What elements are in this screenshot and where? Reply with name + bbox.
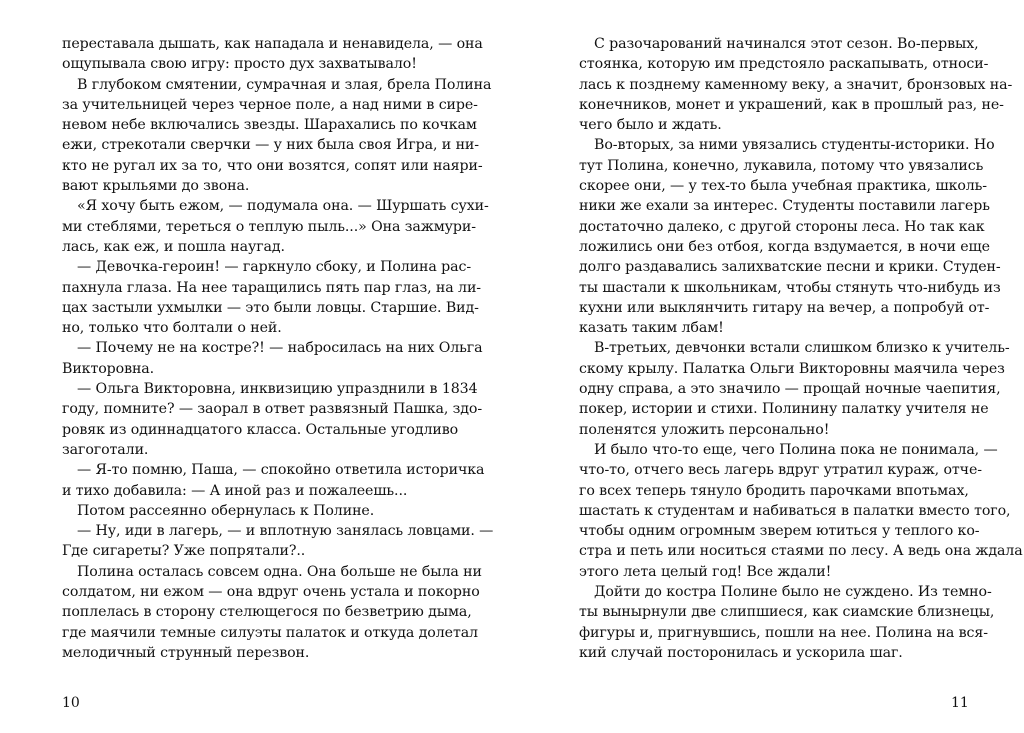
text-line: скому крылу. Палатка Ольги Викторовны маячила через: [579, 360, 1005, 377]
text-line: скорее они, — у тех-то была учебная практика, школь-: [579, 178, 988, 195]
text-line: но, только что болтали о ней.: [62, 320, 282, 337]
text-line: этого лета целый год! Все ждали!: [579, 563, 832, 580]
page-right-text: [579, 34, 1023, 663]
text-line: чтобы одним огромным зверем ютиться у теплого ко-: [579, 523, 980, 540]
text-line: ты вынырнули две слипшиеся, как сиамские близнецы,: [579, 604, 995, 621]
text-line: загоготали.: [62, 441, 149, 458]
text-line: ты шастали к школьникам, чтобы стянуть что-нибудь из: [579, 279, 1001, 296]
text-line: Дойти до костра Полине было не суждено. Из темно-: [594, 584, 992, 601]
text-line: ники же ехали за интерес. Студенты поставили лагерь: [579, 198, 990, 215]
text-line: шастать к студентам и набиваться в палатки вместо того,: [579, 502, 1011, 519]
text-line: ми стеблями, тереться о теплую пыль...» Она зажмури-: [62, 218, 476, 235]
text-line: ежи, стрекотали сверчки — у них была своя Игра, и ни-: [62, 137, 479, 154]
text-line: казать таким лбам!: [579, 320, 724, 337]
text-line: невом небе включались звезды. Шарахались по кочкам: [62, 117, 477, 134]
text-line: Потом рассеянно обернулась к Полине.: [77, 502, 375, 519]
text-line: что-то, отчего весь лагерь вдруг утратил кураж, отче-: [579, 462, 982, 479]
text-line: стоянка, которую им предстояло раскапывать, относи-: [579, 56, 989, 73]
text-line: — Ольга Викторовна, инквизицию упразднили в 1834: [77, 381, 478, 398]
text-line: и тихо добавила: — А иной раз и пожалеешь...: [62, 482, 408, 499]
text-line: кухни или выклянчить гитару на вечер, а попробуй от-: [579, 299, 990, 316]
text-line: — Я-то помню, Паша, — спокойно ответила историчка: [77, 462, 485, 479]
text-line: мелодичный струнный перезвон.: [62, 644, 310, 661]
text-line: где маячили темные силуэты палаток и откуда долетал: [62, 624, 478, 641]
text-line: достаточно далеко, с другой стороны леса. Но так как: [579, 218, 985, 235]
page-number-left: 10: [62, 695, 80, 711]
text-line: поплелась в сторону стелющегося по безветрию дыма,: [62, 604, 472, 621]
text-line: долго раздавались залихватские песни и крики. Студен-: [579, 259, 1001, 276]
text-line: — Ну, иди в лагерь, — и вплотную занялась ловцами. —: [77, 523, 494, 540]
text-line: тут Полина, конечно, лукавила, потому что увязались: [579, 157, 984, 174]
text-line: С разочарований начинался этот сезон. Во-первых,: [594, 36, 979, 52]
text-line: стра и петь или носиться стаями по лесу. А ведь она ждала: [579, 543, 1023, 560]
text-line: Полина осталась совсем одна. Она больше не была ни: [77, 563, 482, 580]
page-left-text: [62, 34, 494, 663]
text-line: Во-вторых, за ними увязались студенты-историки. Но: [594, 137, 995, 154]
text-line: вают крыльями до звона.: [62, 178, 250, 195]
text-line: лась к позднему каменному веку, а значит, бронзовых на-: [579, 76, 1013, 93]
text-line: фигуры и, пригнувшись, пошли на нее. Полина на вся-: [579, 624, 988, 641]
text-line: лась, как еж, и пошла наугад.: [62, 238, 285, 255]
text-line: ложились они без отбоя, когда вздумается, в ночи еще: [579, 238, 990, 255]
text-line: — Девочка-героин! — гаркнуло сбоку, и Полина рас-: [77, 259, 472, 276]
page-number-right: 11: [951, 695, 969, 711]
text-line: конечников, монет и украшений, как в прошлый раз, не-: [579, 96, 1004, 113]
text-line: го всех теперь тянуло бродить парочками впотьмах,: [579, 482, 969, 499]
text-line: И было что-то еще, чего Полина пока не понимала, —: [594, 441, 998, 458]
text-line: пахнула глаза. На нее таращились пять пар глаз, на ли-: [62, 279, 482, 296]
text-line: ровяк из одиннадцатого класса. Остальные угодливо: [62, 421, 459, 438]
text-line: за учительницей через черное поле, а над ними в сире-: [62, 96, 478, 113]
text-line: Где сигареты? Уже попрятали?..: [62, 543, 306, 560]
text-line: году, помните? — заорал в ответ развязный Пашка, здо-: [62, 401, 483, 418]
text-line: Викторовна.: [62, 360, 155, 377]
text-line: чего было и ждать.: [579, 117, 722, 134]
text-line: ощупывала свою игру: просто дух захватывало!: [62, 56, 417, 73]
text-line: В-третьих, девчонки встали слишком близко к учитель-: [594, 340, 1010, 357]
text-line: переставала дышать, как нападала и ненавидела, — она: [62, 36, 483, 52]
text-line: кий случай посторонилась и ускорила шаг.: [579, 644, 903, 661]
text-line: поленятся уложить персонально!: [579, 421, 830, 438]
text-line: солдатом, ни ежом — она вдруг очень устала и покорно: [62, 584, 480, 601]
text-line: — Почему не на костре?! — набросилась на них Ольга: [77, 340, 483, 357]
text-line: покер, истории и стихи. Полинину палатку учителя не: [579, 401, 989, 418]
text-line: «Я хочу быть ежом, — подумала она. — Шуршать сухи-: [77, 198, 489, 215]
text-line: кто не ругал их за то, что они возятся, сопят или наяри-: [62, 157, 483, 174]
text-line: В глубоком смятении, сумрачная и злая, брела Полина: [77, 76, 492, 93]
text-line: цах застыли ухмылки — это были ловцы. Старшие. Вид-: [62, 299, 479, 316]
text-line: одну справа, а это значило — прощай ночные чаепития,: [579, 381, 1001, 398]
